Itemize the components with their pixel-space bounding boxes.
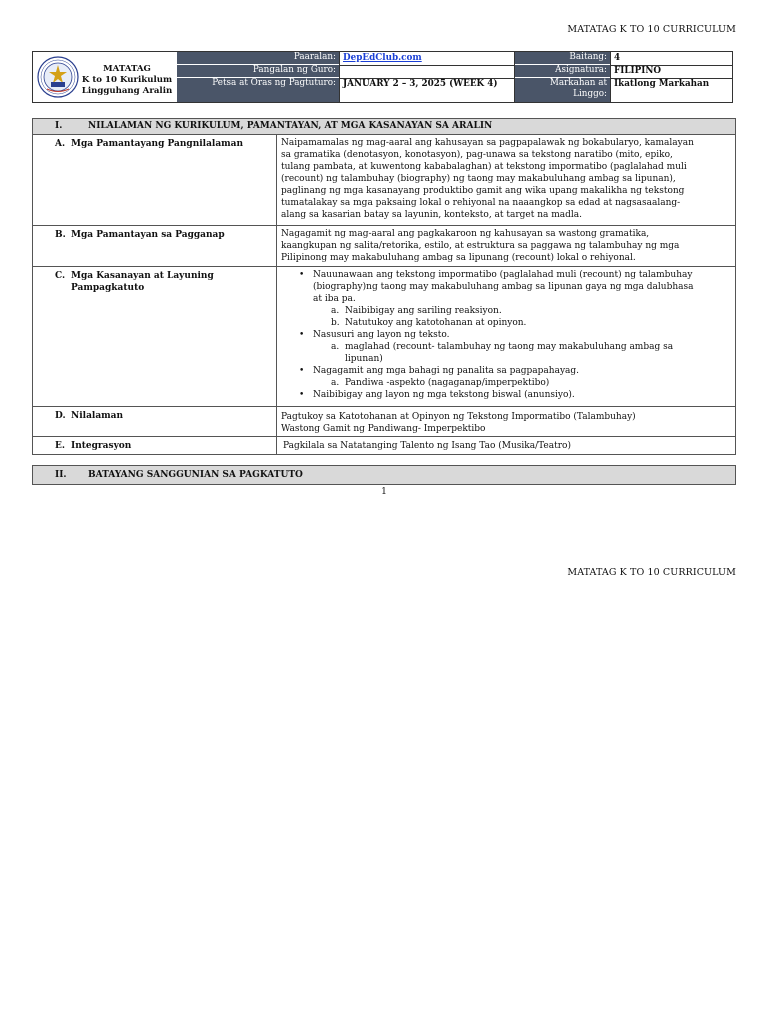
content-line: Pagtukoy sa Katotohanan at Opinyon ng Tekstong Impormatibo (Talambuhay) xyxy=(281,412,636,422)
sub-list xyxy=(313,305,729,329)
row-letter: B. xyxy=(55,230,66,240)
row-label xyxy=(33,267,277,406)
school-value-cell xyxy=(339,53,514,64)
section-number: I. xyxy=(55,121,63,131)
content-line: Nasusuri ang layon ng teksto. xyxy=(313,330,450,340)
section-number: II. xyxy=(55,470,67,480)
date-time-value: JANUARY 2 – 3, 2025 (WEEK 4) xyxy=(343,79,498,89)
school-link[interactable]: DepEdClub.com xyxy=(343,53,422,63)
quarter-week-value: Ikatlong Markahan xyxy=(614,79,710,89)
logo-cell xyxy=(33,52,178,102)
content-line: tumatalakay sa mga paksaing lokal o rehiyonal na naaangkop sa edad at nagsasaalang- xyxy=(281,198,681,208)
sub-item xyxy=(331,377,729,389)
school-label: Paaralan: xyxy=(177,52,339,65)
content-line: Wastong Gamit ng Pandiwang- Imperpektibo xyxy=(281,424,486,434)
content-line: Naibibigay ang layon ng mga tekstong biswal (anunsiyo). xyxy=(313,390,575,400)
list-item: • Naibibigay ang layon ng mga tekstong biswal (anunsiyo). xyxy=(313,389,729,401)
table-row-b xyxy=(33,226,735,267)
sub-text: lipunan) xyxy=(345,354,383,364)
row-label-text: Mga Pamantayang Pangnilalaman xyxy=(71,139,244,149)
row-label-text: Nilalaman xyxy=(71,411,124,421)
content-line: (biography)ng taong may makabuluhang ambag sa lipunan gaya ng mga dalubhasa xyxy=(313,282,694,292)
section-2-heading xyxy=(32,465,736,485)
list-item: • Nagagamit ang mga bahagi ng panalita sa pagpapahayag. a. Pandiwa -aspekto (nagaganap/imperpektibo) xyxy=(313,365,729,389)
subject-label: Asignatura: xyxy=(514,65,610,78)
row-content xyxy=(277,437,735,454)
sub-marker: a. xyxy=(331,342,340,352)
content-line: paglinang ng mga kasanayang produktibo gamit ang wika upang makalikha ng tekstong xyxy=(281,186,685,196)
row-label xyxy=(33,135,277,225)
date-time-label: Petsa at Oras ng Pagtuturo: xyxy=(177,78,339,102)
row-label xyxy=(33,437,277,454)
content-line: alang sa kasarian batay sa layunin, konteksto, at target na madla. xyxy=(281,210,583,220)
running-header: MATATAG K TO 10 CURRICULUM xyxy=(567,24,736,35)
section-title: BATAYANG SANGGUNIAN SA PAGKATUTO xyxy=(88,470,303,480)
title-line: K to 10 Kurikulum xyxy=(81,75,173,85)
deped-seal-logo xyxy=(37,56,79,98)
objectives-list xyxy=(281,269,729,401)
sub-item xyxy=(331,317,729,329)
content-line: Pilipinong may makabuluhang ambag sa lipunang (recount) lokal o rehiyonal. xyxy=(281,253,636,263)
content-line: Nauunawaan ang tekstong impormatibo (paglalahad muli (recount) ng talambuhay xyxy=(313,270,693,280)
curriculum-title xyxy=(81,64,173,97)
sub-marker: a. xyxy=(331,306,340,316)
row-content xyxy=(277,407,735,436)
content-line: (recount) ng talambuhay (biography) ng taong may makabuluhang ambag sa lipunan), xyxy=(281,174,676,184)
row-letter: C. xyxy=(55,271,66,281)
sub-text: Naibibigay ang sariling reaksiyon. xyxy=(345,306,502,316)
table-row-d xyxy=(33,407,735,437)
title-line: MATATAG xyxy=(103,64,151,74)
sub-text: maglahad (recount- talambuhay ng taong may makabuluhang ambag sa xyxy=(345,342,674,352)
lesson-header-table xyxy=(32,51,733,103)
content-line: kaangkupan ng salita/retorika, estilo, at estruktura sa paggawa ng talambuhay ng mga xyxy=(281,241,680,251)
content-line: Pagkilala sa Natatanging Talento ng Isang Tao (Musika/Teatro) xyxy=(283,441,571,451)
row-letter: E. xyxy=(55,441,65,451)
row-letter: D. xyxy=(55,411,66,421)
sub-item xyxy=(331,341,729,365)
page-number: 1 xyxy=(381,487,387,497)
teacher-label: Pangalan ng Guro: xyxy=(177,65,339,78)
content-line: Nagagamit ng mag-aaral ang pagkakaroon ng kahusayan sa wastong gramatika, xyxy=(281,229,650,239)
section-1-heading xyxy=(32,118,736,135)
sub-text: Pandiwa -aspekto (nagaganap/imperpektibo) xyxy=(345,378,550,388)
section-1-table xyxy=(32,135,736,455)
row-label xyxy=(33,226,277,266)
quarter-week-label: Markahan at Linggo: xyxy=(514,78,610,102)
list-item: • Nauunawaan ang tekstong impormatibo (paglalahad muli (recount) ng talambuhay (biography)ng taong may makabuluhang ambag sa lipunan gaya ng mga dalubhasa at iba pa. a. Naibibigay ang sariling reaksiyon. b. Natutukoy ang katotohanan at opinyon. xyxy=(313,269,729,329)
content-line: Nagagamit ang mga bahagi ng panalita sa pagpapahayag. xyxy=(313,366,580,376)
header-grid xyxy=(177,52,732,102)
page-2 xyxy=(0,510,768,1024)
row-label-text: Pampagkatuto xyxy=(71,283,145,293)
row-label-text: Integrasyon xyxy=(71,441,132,451)
page-1 xyxy=(0,0,768,510)
row-label-text: Mga Kasanayan at Layuning xyxy=(71,271,214,281)
row-content xyxy=(277,226,735,266)
content-line: at iba pa. xyxy=(313,294,356,304)
row-label-text: Mga Pamantayan sa Pagganap xyxy=(71,230,225,240)
grade-value: 4 xyxy=(614,53,621,63)
title-line: Lingguhang Aralin xyxy=(81,86,173,96)
content-line: Naipamamalas ng mag-aaral ang kahusayan sa pagpapalawak ng bokabularyo, kamalayan xyxy=(281,138,694,148)
sub-marker: b. xyxy=(331,318,340,328)
table-row-a xyxy=(33,135,735,226)
sub-list xyxy=(313,377,729,389)
sub-item xyxy=(331,305,729,317)
table-row-c xyxy=(33,267,735,407)
sub-marker: a. xyxy=(331,378,340,388)
sub-text: Natutukoy ang katotohanan at opinyon. xyxy=(345,318,527,328)
content-line: tulang pambata, at kuwentong kababalaghan) at tekstong impormatibo (paglalahad muli xyxy=(281,162,687,172)
table-row-e xyxy=(33,437,735,455)
row-content xyxy=(277,135,735,225)
grade-label: Baitang: xyxy=(514,52,610,65)
running-header: MATATAG K TO 10 CURRICULUM xyxy=(567,567,736,578)
row-content xyxy=(277,267,735,406)
content-line: sa gramatika (denotasyon, konotasyon), pag-unawa sa tekstong naratibo (mito, epiko, xyxy=(281,150,673,160)
subject-value: FILIPINO xyxy=(614,66,662,76)
section-title: NILALAMAN NG KURIKULUM, PAMANTAYAN, AT MGA KASANAYAN SA ARALIN xyxy=(88,121,493,131)
sub-list xyxy=(313,341,729,365)
row-label xyxy=(33,407,277,436)
row-letter: A. xyxy=(55,139,66,149)
list-item: • Nasusuri ang layon ng teksto. a. maglahad (recount- talambuhay ng taong may makabuluhang ambag sa lipunan) xyxy=(313,329,729,365)
